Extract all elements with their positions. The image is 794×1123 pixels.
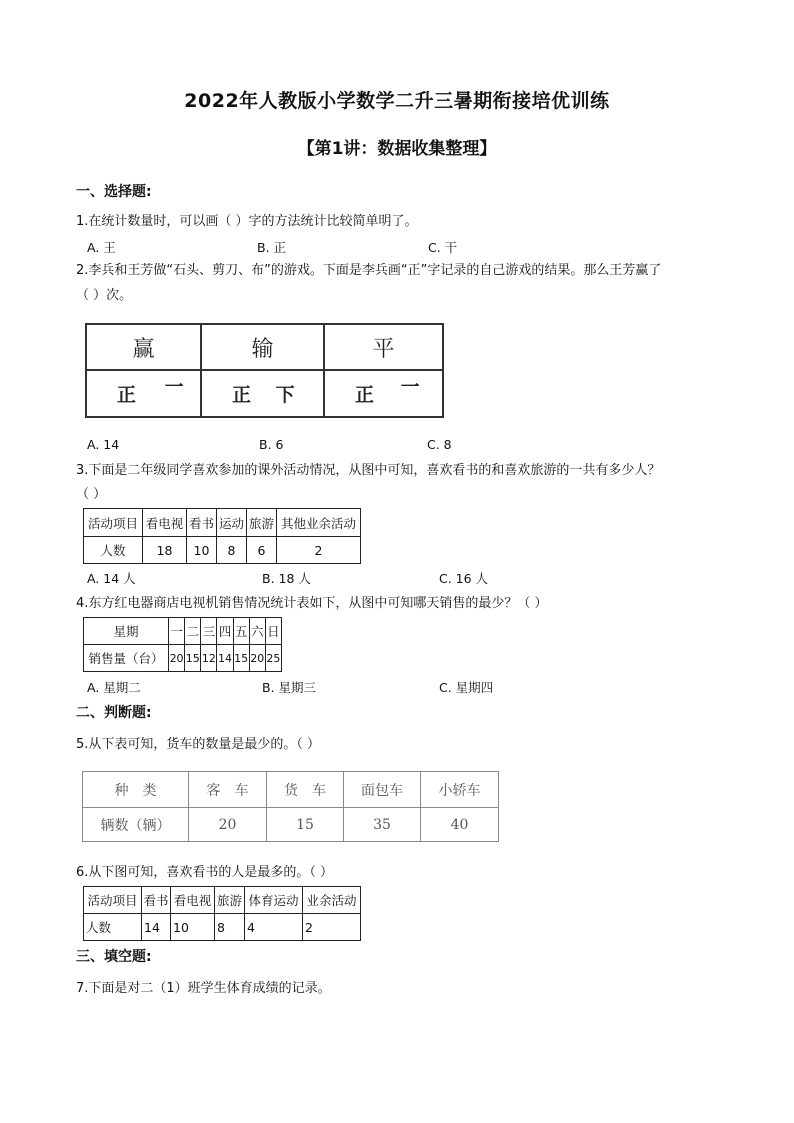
- question-1-text: 1.在统计数量时，可以画（ ）字的方法统计比较简单明了。: [76, 214, 418, 229]
- tally-extra: 一: [400, 376, 420, 398]
- q4-header: 五: [233, 618, 249, 645]
- q2-tally-table: [85, 323, 444, 418]
- q2-tally-win: [86, 370, 201, 417]
- q1-option-c: C. 干: [428, 240, 458, 255]
- q4-sales-table: [83, 617, 282, 672]
- q4-header: 日: [265, 618, 281, 645]
- q2-option-b: B. 6: [259, 437, 284, 452]
- q4-header: 三: [201, 618, 217, 645]
- q3-option-a: A. 14 人: [87, 571, 136, 586]
- q6-cell: 4: [245, 914, 303, 941]
- q5-header: 小轿车: [421, 772, 499, 808]
- q4-cell: 20: [249, 645, 265, 672]
- q2-tally-draw: [324, 370, 443, 417]
- section-heading-judge: 二、判断题:: [76, 705, 152, 721]
- q2-option-c: C. 8: [427, 437, 452, 452]
- q3-header: 看书: [187, 509, 217, 537]
- section-heading-fill: 三、填空题:: [76, 949, 152, 965]
- q6-header: 看书: [142, 887, 171, 914]
- q6-header: 活动项目: [84, 887, 142, 914]
- q2-header-draw: 平: [324, 324, 443, 370]
- tally-main: 正: [355, 384, 375, 406]
- q3-header: 运动: [217, 509, 247, 537]
- q6-cell: 14: [142, 914, 171, 941]
- q1-option-a: A. 王: [87, 240, 116, 255]
- section-heading-choice: 一、选择题:: [76, 184, 152, 200]
- q5-cell: 20: [189, 808, 267, 842]
- q5-cell: 40: [421, 808, 499, 842]
- q6-activity-table: [83, 886, 361, 941]
- q5-cell: 35: [344, 808, 421, 842]
- q2-header-lose: 输: [201, 324, 324, 370]
- question-2-text: 2.李兵和王芳做“石头、剪刀、布”的游戏。下面是李兵画“正”字记录的自己游戏的结果。那么王芳赢了: [76, 263, 662, 278]
- q4-option-b: B. 星期三: [262, 680, 317, 695]
- q2-option-a: A. 14: [87, 437, 120, 452]
- q3-header: 看电视: [143, 509, 187, 537]
- question-5-text: 5.从下表可知，货车的数量是最少的。（ ）: [76, 737, 321, 752]
- question-6-text: 6.从下图可知，喜欢看书的人是最多的。（ ）: [76, 865, 334, 880]
- q3-header: 旅游: [247, 509, 277, 537]
- q5-cell: 15: [267, 808, 344, 842]
- q4-cell: 12: [201, 645, 217, 672]
- q4-header: 四: [217, 618, 233, 645]
- q3-activity-table: [83, 508, 361, 564]
- q5-cell: 辆数（辆）: [83, 808, 189, 842]
- q6-header: 体育运动: [245, 887, 303, 914]
- page-subtitle: 【第1讲：数据收集整理】: [297, 139, 497, 159]
- q5-header: 种 类: [83, 772, 189, 808]
- page-title: 2022年人教版小学数学二升三暑期衔接培优训练: [184, 90, 610, 112]
- question-3-text-line2: （ ）: [76, 487, 107, 502]
- tally-main: 正: [117, 384, 137, 406]
- tally-extra: 下: [275, 384, 295, 406]
- q4-header: 一: [169, 618, 185, 645]
- q4-option-c: C. 星期四: [439, 680, 494, 695]
- tally-extra: 一: [164, 376, 184, 398]
- q4-option-a: A. 星期二: [87, 680, 141, 695]
- question-7-text: 7.下面是对二（1）班学生体育成绩的记录。: [76, 981, 331, 996]
- q4-cell: 15: [185, 645, 201, 672]
- q3-cell: 8: [217, 537, 247, 564]
- q2-tally-lose: [201, 370, 324, 417]
- q6-cell: 2: [303, 914, 361, 941]
- question-3-text: 3.下面是二年级同学喜欢参加的课外活动情况，从图中可知，喜欢看书的和喜欢旅游的一共有多少人？: [76, 463, 661, 478]
- q4-header: 星期: [84, 618, 169, 645]
- q3-cell: 6: [247, 537, 277, 564]
- q6-header: 业余活动: [303, 887, 361, 914]
- q4-cell: 25: [265, 645, 281, 672]
- q1-option-b: B. 正: [257, 240, 287, 255]
- q3-option-b: B. 18 人: [262, 571, 311, 586]
- q5-header: 客 车: [189, 772, 267, 808]
- question-4-text: 4.东方红电器商店电视机销售情况统计表如下，从图中可知哪天销售的最少？（ ）: [76, 596, 548, 611]
- q6-header: 看电视: [171, 887, 215, 914]
- q3-cell: 2: [277, 537, 361, 564]
- q3-header: 活动项目: [84, 509, 143, 537]
- q3-cell: 18: [143, 537, 187, 564]
- q5-vehicle-table: [82, 771, 499, 842]
- tally-main: 正: [232, 384, 252, 406]
- q4-cell: 15: [233, 645, 249, 672]
- q3-cell: 人数: [84, 537, 143, 564]
- q4-header: 六: [249, 618, 265, 645]
- q3-cell: 10: [187, 537, 217, 564]
- q4-cell: 20: [169, 645, 185, 672]
- q2-header-win: 赢: [86, 324, 201, 370]
- q6-cell: 10: [171, 914, 215, 941]
- q4-cell: 销售量（台）: [84, 645, 169, 672]
- q4-header: 二: [185, 618, 201, 645]
- q3-option-c: C. 16 人: [439, 571, 489, 586]
- q3-header: 其他业余活动: [277, 509, 361, 537]
- q6-cell: 8: [215, 914, 245, 941]
- q5-header: 货 车: [267, 772, 344, 808]
- q4-cell: 14: [217, 645, 233, 672]
- q6-cell: 人数: [84, 914, 142, 941]
- q6-header: 旅游: [215, 887, 245, 914]
- q5-header: 面包车: [344, 772, 421, 808]
- question-2-text-line2: （ ）次。: [76, 288, 133, 303]
